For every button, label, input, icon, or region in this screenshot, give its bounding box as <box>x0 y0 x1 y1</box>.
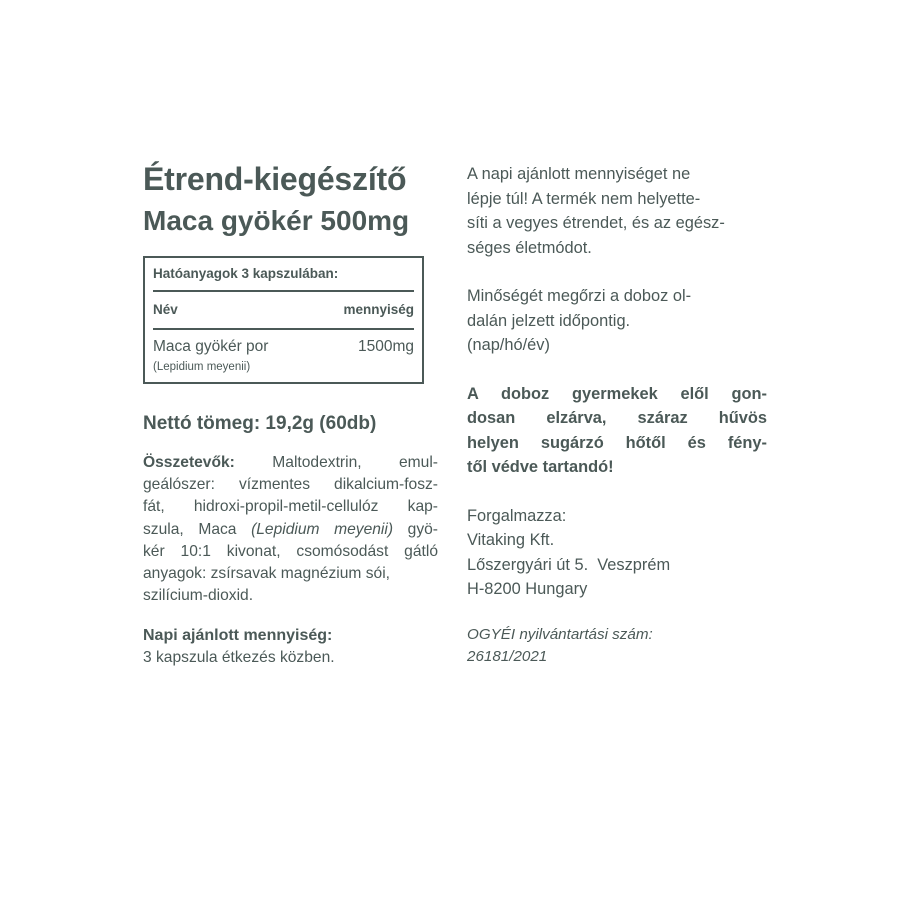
dose-warning: A napi ajánlott mennyiséget ne lépje túl! A termék nem helyette- síti a vegyes étrendet, és az egész- séges életmódot. <box>467 165 725 257</box>
daily-dose-label: Napi ajánlott mennyiség: <box>143 627 333 645</box>
product-name: Maca gyökér 500mg <box>143 205 410 236</box>
ingredient-cell <box>153 338 268 374</box>
right-column <box>467 162 767 669</box>
net-weight: Nettó tömeg: 19,2g (60db) <box>143 413 377 434</box>
ingredients-label: Összetevők: <box>143 454 235 471</box>
ingredients-line-1: Összetevők: Maltodextrin, emul- <box>143 454 438 471</box>
daily-dose-text: 3 kapszula étkezés közben. <box>143 649 335 667</box>
table-row <box>153 330 414 382</box>
ingredient-latin-name: (Lepidium meyenii) <box>153 361 251 373</box>
ingredients-line-5: kér 10:1 kivonat, csomósodást gátló <box>143 542 438 560</box>
label-title: Étrend-kiegészítő <box>143 161 407 197</box>
ingredients-line-4: szula, Maca (Lepidium meyenii) gyö- <box>143 520 438 538</box>
table-header: Hatóanyagok 3 kapszulában: <box>153 258 414 292</box>
daily-dose <box>143 625 438 669</box>
best-before: Minőségét megőrzi a doboz ol- dalán jelzett időpontig. (nap/hó/év) <box>467 287 692 354</box>
latin-name: (Lepidium meyenii) <box>251 520 394 538</box>
ingredients-line-6: anyagok: zsírsavak magnézium sói, <box>143 565 391 583</box>
table-column-headers <box>153 292 414 330</box>
storage-warning: A doboz gyermekek elől gon- dosan elzárva, száraz hűvös helyen sugárzó hőtől és fény- től védve tartandó! <box>467 384 767 476</box>
ingredients-line-2: geálószer: vízmentes dikalcium-fosz- <box>143 476 438 494</box>
registration-number: OGYÉI nyilvántartási szám: 26181/2021 <box>467 625 653 665</box>
ingredients-line-7: szilícium-dioxid. <box>143 587 254 605</box>
left-column <box>143 160 438 670</box>
ingredient-amount: 1500mg <box>357 338 414 355</box>
ingredients-paragraph <box>143 452 438 607</box>
ingredients-line-3: fát, hidroxi-propil-metil-cellulóz kap- <box>143 498 438 516</box>
column-amount-header: mennyiség <box>343 302 414 317</box>
distributor-info: Forgalmazza: Vitaking Kft. Lőszergyári út 5. Veszprém H-8200 Hungary <box>467 506 671 598</box>
column-name-header: Név <box>153 302 178 317</box>
ingredient-name: Maca gyökér por <box>153 338 269 355</box>
active-ingredients-table <box>143 256 424 384</box>
